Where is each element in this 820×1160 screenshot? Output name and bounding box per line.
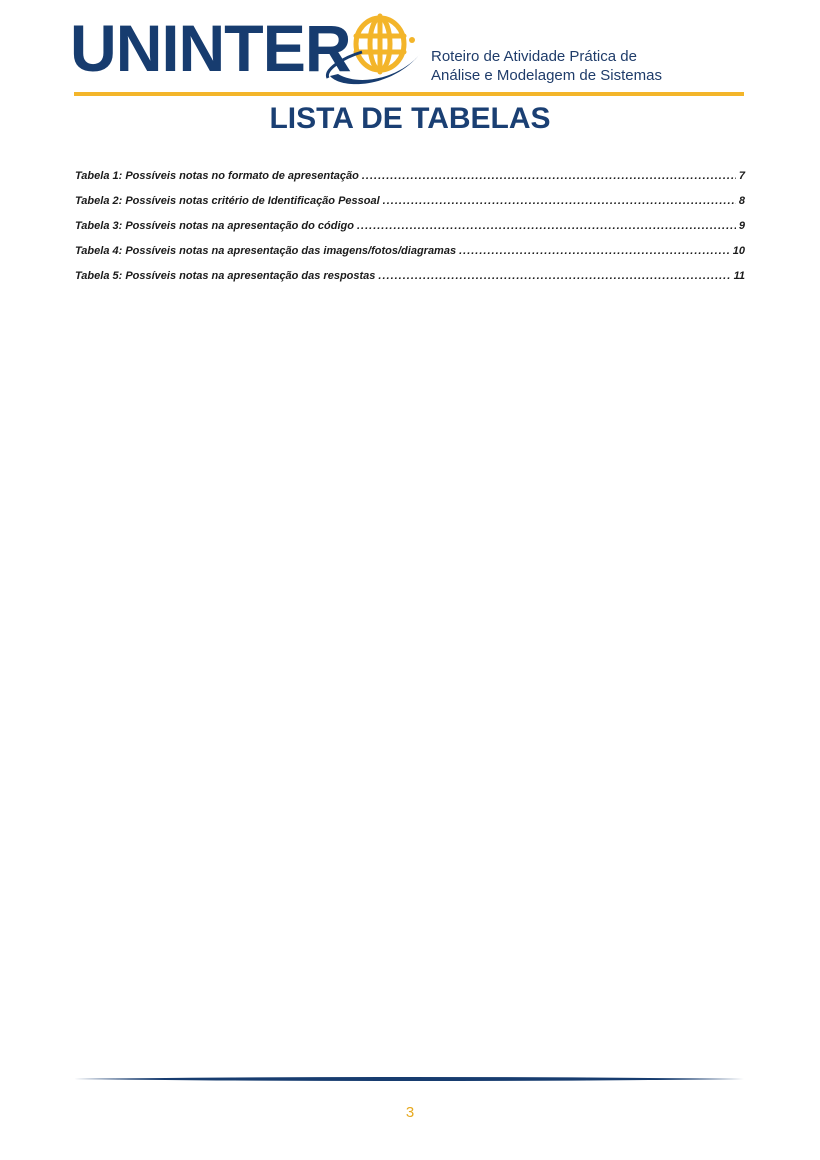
page-title: LISTA DE TABELAS: [269, 102, 551, 135]
footer-divider: [74, 1074, 744, 1084]
table-list-item-label: Tabela 4: Possíveis notas na apresentação das imagens/fotos/diagramas: [75, 245, 457, 257]
header-divider: [74, 92, 744, 96]
table-list-item-label: Tabela 3: Possíveis notas na apresentação do código: [75, 220, 354, 232]
uninter-logo-text: UNINTER: [70, 11, 351, 85]
table-list-item-page: 10: [732, 245, 745, 257]
table-list: [75, 170, 745, 295]
dot-leader: [357, 220, 736, 232]
table-list-item-page: 9: [738, 220, 745, 232]
table-list-item-page: 8: [738, 195, 745, 207]
table-list-item[interactable]: [75, 195, 745, 220]
header-subtitle-line-1: Roteiro de Atividade Prática de: [431, 48, 637, 65]
globe-logo-icon: [322, 8, 426, 88]
table-list-item-label: Tabela 5: Possíveis notas na apresentação das respostas: [75, 270, 376, 282]
table-list-item-page: 7: [738, 170, 745, 182]
dot-leader: [383, 195, 736, 207]
header-subtitle: [431, 47, 662, 85]
header-subtitle-line-2: Análise e Modelagem de Sistemas: [431, 67, 662, 84]
table-list-item[interactable]: [75, 270, 745, 295]
dot-leader: [378, 270, 730, 282]
page-number: 3: [405, 1104, 415, 1121]
table-list-item-label: Tabela 1: Possíveis notas no formato de apresentação: [75, 170, 359, 182]
table-list-item-page: 11: [733, 270, 745, 282]
table-list-item-label: Tabela 2: Possíveis notas critério de Identificação Pessoal: [75, 195, 380, 207]
dot-leader: [459, 245, 730, 257]
table-list-item[interactable]: [75, 220, 745, 245]
dot-leader: [362, 170, 736, 182]
table-list-item[interactable]: [75, 170, 745, 195]
table-list-item[interactable]: [75, 245, 745, 270]
